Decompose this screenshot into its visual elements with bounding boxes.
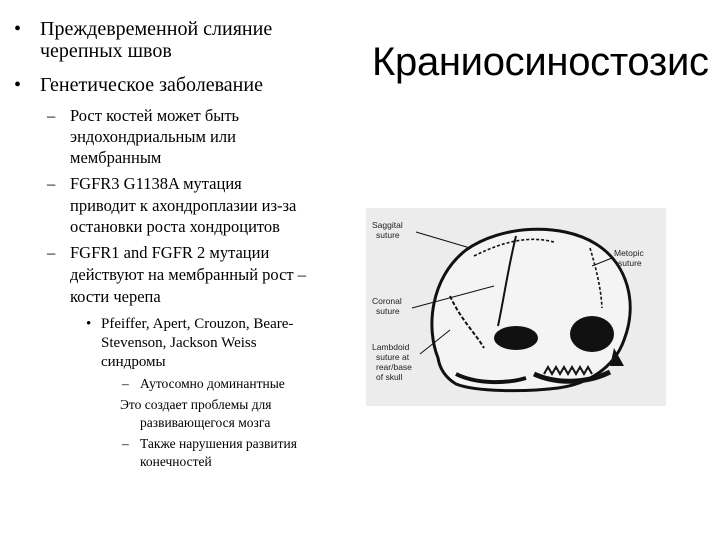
temporal-fossa [494, 326, 538, 350]
slide-title: Краниосиностозис [372, 40, 709, 84]
bullet-marker: • [14, 74, 22, 96]
label-lambdoid-3: rear/base [376, 362, 412, 372]
sub-bullet-text: FGFR1 and FGFR 2 мутации [70, 243, 270, 262]
level4-text: Аутосомно доминантные [140, 376, 285, 391]
level4-text: конечностей [140, 454, 212, 469]
label-lambdoid: Lambdoid [372, 342, 410, 352]
sub-bullet-marker: – [47, 174, 56, 193]
bullet-marker: • [14, 18, 22, 40]
eye-orbit [570, 316, 614, 352]
cranium-outline [432, 229, 630, 390]
label-lambdoid-4: of skull [376, 372, 403, 382]
sub-sub-bullet-text: Stevenson, Jackson Weiss [101, 335, 257, 351]
label-sagittal-2: suture [376, 230, 400, 240]
skull-drawing [366, 208, 666, 406]
bullet-text: Преждевременной слияние [40, 18, 273, 40]
label-sagittal: Saggital [372, 220, 403, 230]
label-metopic-2: suture [618, 258, 642, 268]
sub-bullet-text: действуют на мембранный рост – [70, 265, 306, 284]
label-metopic: Metopic [614, 248, 644, 258]
sub-bullet-marker: – [47, 243, 56, 262]
level4-text: развивающегося мозга [140, 415, 271, 430]
label-coronal: Coronal [372, 296, 402, 306]
sub-bullet-text: Рост костей может быть [70, 106, 240, 125]
level4-text: Это создает проблемы для [120, 397, 272, 412]
sub-bullet-marker: – [47, 106, 56, 125]
sub-sub-bullet-text: Pfeiffer, Apert, Crouzon, Beare- [101, 316, 294, 332]
sub-bullet-text: мембранным [70, 148, 162, 167]
sub-bullet-text: эндохондриальным или [70, 127, 236, 146]
sub-sub-bullet-marker: • [86, 316, 92, 332]
level4-marker: – [122, 436, 129, 451]
level4-marker: – [122, 376, 129, 391]
bullet-text: черепных швов [40, 40, 172, 62]
label-lambdoid-2: suture at [376, 352, 410, 362]
sub-bullet-text: остановки роста хондроцитов [70, 217, 280, 236]
label-coronal-2: suture [376, 306, 400, 316]
sub-sub-bullet-text: синдромы [101, 354, 166, 370]
bullet-text: Генетическое заболевание [40, 74, 263, 96]
level4-text: Также нарушения развития [140, 436, 297, 451]
sub-bullet-text: FGFR3 G1138A мутация [70, 174, 242, 193]
sub-bullet-text: приводит к ахондроплазии из-за [70, 196, 297, 215]
skull-illustration [366, 208, 666, 406]
sub-bullet-text: кости черепа [70, 287, 161, 306]
pointer-sagittal [416, 232, 470, 248]
